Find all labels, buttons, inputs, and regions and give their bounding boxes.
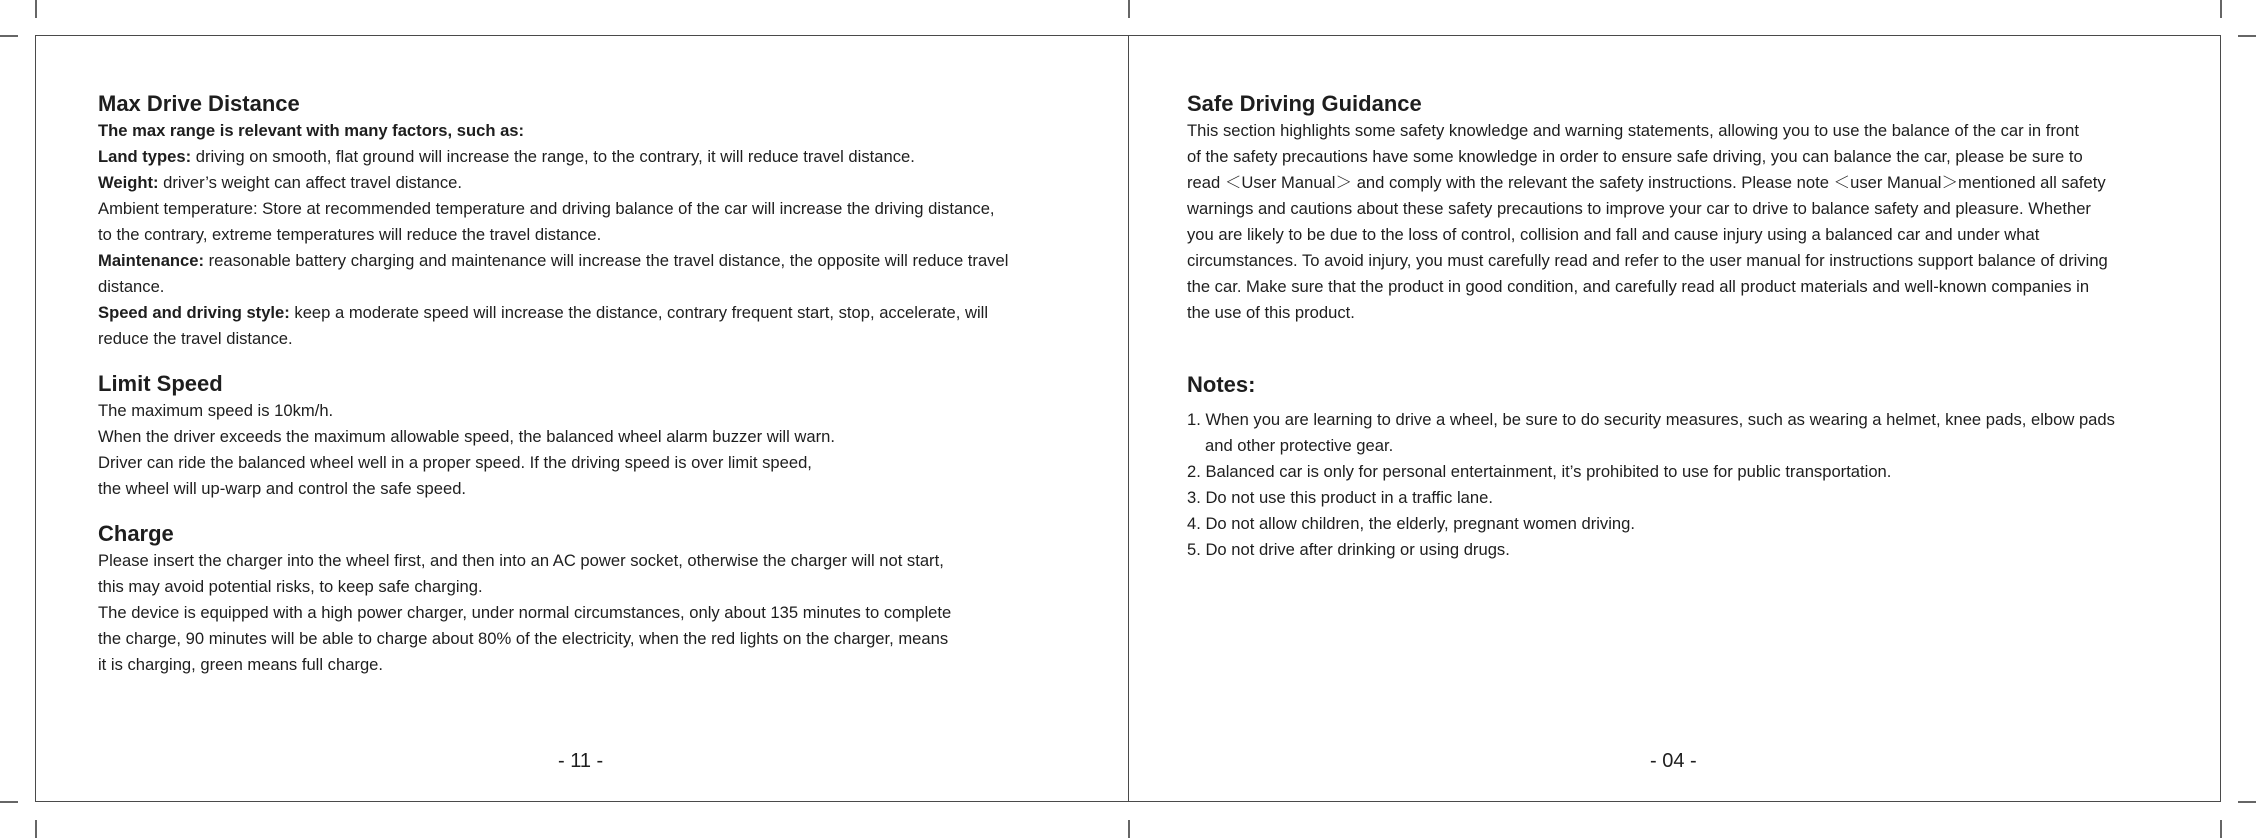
paragraph-line: The device is equipped with a high power charger, under normal circumstances, only about 135 minutes to complete	[98, 603, 952, 622]
speed-style-line: reduce the travel distance.	[98, 329, 293, 348]
paragraph-line: it is charging, green means full charge.	[98, 655, 384, 674]
note-item: 5. Do not drive after drinking or using drugs.	[1187, 540, 1510, 559]
intro-text: The max range is relevant with many factors, such as:	[98, 121, 525, 140]
note-item: 4. Do not allow children, the elderly, pregnant women driving.	[1187, 514, 1635, 533]
maintenance-line: Maintenance: reasonable battery charging and maintenance will increase the travel distance, the opposite will reduce travel	[98, 251, 1009, 270]
left-page	[98, 90, 1058, 696]
crop-mark	[1128, 820, 1130, 838]
safe-driving-section	[1187, 90, 2147, 326]
ambient-line: to the contrary, extreme temperatures will reduce the travel distance.	[98, 225, 602, 244]
paragraph-line: the charge, 90 minutes will be able to charge about 80% of the electricity, when the red lights on the charger, means	[98, 629, 949, 648]
paragraph-line: Please insert the charger into the wheel first, and then into an AC power socket, otherwise the charger will not start,	[98, 551, 944, 570]
paragraph-line: the car. Make sure that the product in good condition, and carefully read all product materials and well-known companies in	[1187, 277, 2090, 296]
crop-mark	[1128, 0, 1130, 18]
paragraph-line: the use of this product.	[1187, 303, 1355, 322]
crop-mark	[2238, 35, 2256, 37]
safe-driving-body	[1187, 118, 2147, 326]
paragraph-line: you are likely to be due to the loss of control, collision and fall and cause injury using a balanced car and under what	[1187, 225, 2040, 244]
right-page	[1187, 90, 2147, 563]
safe-driving-heading: Safe Driving Guidance	[1187, 91, 1422, 116]
page-number-left: - 11 -	[558, 750, 604, 772]
crop-mark	[2238, 801, 2256, 803]
crop-mark	[2220, 820, 2222, 838]
page-divider	[1128, 35, 1129, 802]
note-item: 3. Do not use this product in a traffic lane.	[1187, 488, 1493, 507]
paragraph-line: read ＜User Manual＞ and comply with the relevant the safety instructions. Please note ＜user Manual＞mentioned all safety	[1187, 173, 2106, 192]
note-item: 2. Balanced car is only for personal entertainment, it’s prohibited to use for public transportation.	[1187, 462, 1892, 481]
paragraph-line: warnings and cautions about these safety precautions to improve your car to drive to balance safety and pleasure. Whether	[1187, 199, 2091, 218]
page-number-right: - 04 -	[1650, 750, 1697, 772]
paragraph-line: the wheel will up-warp and control the safe speed.	[98, 479, 467, 498]
notes-list	[1187, 407, 2147, 563]
notes-heading: Notes:	[1187, 372, 1256, 397]
maintenance-line: distance.	[98, 277, 165, 296]
paragraph-line: The maximum speed is 10km/h.	[98, 401, 334, 420]
note-item: 1. When you are learning to drive a wheel, be sure to do security measures, such as wearing a helmet, knee pads, elbow pads and other protective gear.	[1187, 410, 2115, 455]
ambient-line: Ambient temperature: Store at recommended temperature and driving balance of the car will increase the driving distance,	[98, 199, 995, 218]
paragraph-line: this may avoid potential risks, to keep safe charging.	[98, 577, 483, 596]
paragraph-line: When the driver exceeds the maximum allowable speed, the balanced wheel alarm buzzer will warn.	[98, 427, 835, 446]
limit-speed-heading: Limit Speed	[98, 371, 223, 396]
weight-line: Weight: driver’s weight can affect travel distance.	[98, 173, 462, 192]
max-drive-distance-body	[98, 118, 1058, 352]
limit-speed-section	[98, 370, 1058, 502]
crop-mark	[35, 820, 37, 838]
paragraph-line: of the safety precautions have some knowledge in order to ensure safe driving, you can balance the car, please be sure to	[1187, 147, 2083, 166]
crop-mark	[0, 801, 18, 803]
paragraph-line: Driver can ride the balanced wheel well in a proper speed. If the driving speed is over limit speed,	[98, 453, 812, 472]
charge-section	[98, 520, 1058, 678]
paragraph-line: This section highlights some safety knowledge and warning statements, allowing you to use the balance of the car in front	[1187, 121, 2079, 140]
max-drive-distance-heading: Max Drive Distance	[98, 91, 300, 116]
speed-style-line: Speed and driving style: keep a moderate speed will increase the distance, contrary frequent start, stop, accelerate, will	[98, 303, 989, 322]
limit-speed-body	[98, 398, 1058, 502]
charge-heading: Charge	[98, 521, 174, 546]
max-drive-distance-section	[98, 90, 1058, 352]
crop-mark	[0, 35, 18, 37]
paragraph-line: circumstances. To avoid injury, you must carefully read and refer to the user manual for instructions support balance of driving	[1187, 251, 2108, 270]
crop-mark	[35, 0, 37, 18]
land-types-line: Land types: driving on smooth, flat ground will increase the range, to the contrary, it will reduce travel distance.	[98, 147, 915, 166]
charge-body	[98, 548, 1058, 678]
crop-mark	[2220, 0, 2222, 18]
notes-section	[1187, 371, 2147, 563]
